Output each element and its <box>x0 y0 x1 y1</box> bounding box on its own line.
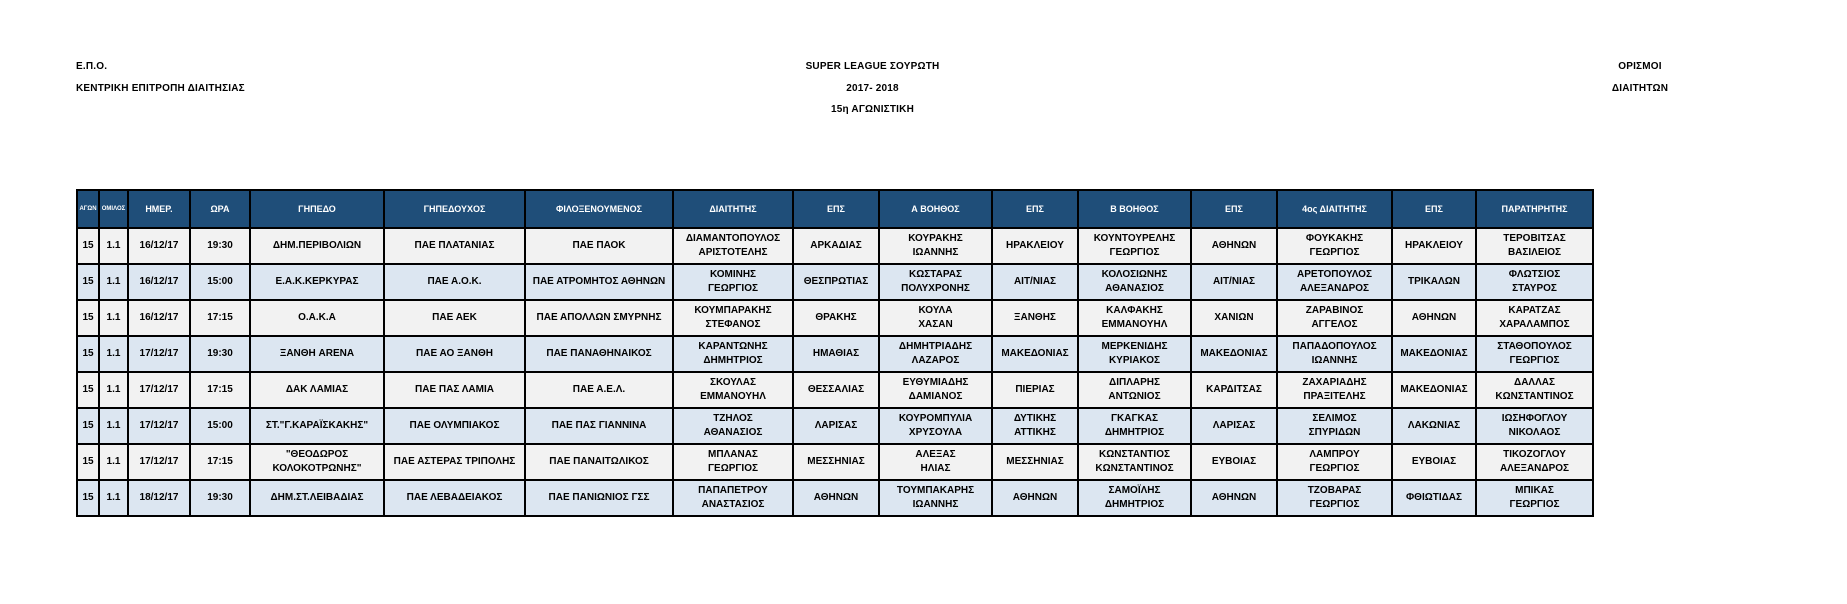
assistant-b-cell <box>1078 480 1191 516</box>
cell-line: ΑΘΑΝΑΣΙΟΣ <box>703 427 763 438</box>
match-number-cell: 15 <box>77 264 99 300</box>
away-team-cell <box>525 264 673 300</box>
referee-cell <box>673 480 793 516</box>
date-cell: 17/12/17 <box>128 408 190 444</box>
fourth-official-eps-cell: ΦΘΙΩΤΙΔΑΣ <box>1392 480 1476 516</box>
cell-line: ΑΘΑΝΑΣΙΟΣ <box>1105 283 1164 294</box>
assistant-b-eps-cell: ΑΙΤ/ΝΙΑΣ <box>1191 264 1277 300</box>
time-cell: 17:15 <box>190 444 250 480</box>
assistant-b-eps-cell: ΚΑΡΔΙΤΣΑΣ <box>1191 372 1277 408</box>
stadium-cell <box>250 300 384 336</box>
cell-line: ΝΙΚΟΛΑΟΣ <box>1508 427 1561 438</box>
assistant-b-cell <box>1078 336 1191 372</box>
assistant-a-cell <box>879 408 992 444</box>
fourth-official-eps-cell: ΤΡΙΚΑΛΩΝ <box>1392 264 1476 300</box>
season-label: 2017- 2018 <box>846 83 899 94</box>
league-title: SUPER LEAGUE ΣΟΥΡΩΤΗ <box>805 61 940 72</box>
cell-line: ΧΑΣΑΝ <box>918 319 953 330</box>
col-header-assistant-a-eps: ΕΠΣ <box>992 190 1078 228</box>
fourth-official-cell <box>1277 480 1392 516</box>
group-cell: 1.1 <box>99 264 128 300</box>
cell-line: ΑΡΕΤΟΠΟΥΛΟΣ <box>1297 269 1372 280</box>
date-cell: 16/12/17 <box>128 228 190 264</box>
cell-line: ΑΛΕΞΑΝΔΡΟΣ <box>1499 463 1570 474</box>
cell-line: ΚΟΥΝΤΟΥΡΕΛΗΣ <box>1093 233 1176 244</box>
assistant-a-cell <box>879 228 992 264</box>
date-cell: 16/12/17 <box>128 264 190 300</box>
stadium-cell <box>250 336 384 372</box>
cell-line: ΜΕΡΚΕΝΙΔΗΣ <box>1101 341 1168 352</box>
referee-eps-cell: ΘΡΑΚΗΣ <box>793 300 879 336</box>
match-number-cell: 15 <box>77 444 99 480</box>
match-number-cell: 15 <box>77 228 99 264</box>
observer-cell <box>1476 372 1593 408</box>
cell-line: ΔΗΜ.ΠΕΡΙΒΟΛΙΩΝ <box>272 240 362 251</box>
match-number-cell: 15 <box>77 480 99 516</box>
cell-line: ΜΠΙΚΑΣ <box>1515 485 1554 496</box>
cell-line: ΛΑΜΠΡΟΥ <box>1309 449 1360 460</box>
observer-cell <box>1476 444 1593 480</box>
cell-line: ΕΥΘΥΜΙΑΔΗΣ <box>902 377 969 388</box>
home-team-cell <box>384 336 525 372</box>
group-cell: 1.1 <box>99 228 128 264</box>
referee-eps-cell: ΘΕΣΣΑΛΙΑΣ <box>793 372 879 408</box>
match-number-cell: 15 <box>77 300 99 336</box>
fourth-official-cell <box>1277 300 1392 336</box>
col-header-home-team: ΓΗΠΕΔΟΥΧΟΣ <box>384 190 525 228</box>
observer-cell <box>1476 228 1593 264</box>
cell-line: ΣΚΟΥΛΑΣ <box>710 377 756 388</box>
cell-line: ΓΕΩΡΓΙΟΣ <box>708 463 758 474</box>
cell-line: ΠΑΠΑΠΕΤΡΟΥ <box>698 485 768 496</box>
table-header-row <box>77 190 1593 228</box>
assistant-a-eps-cell: ΠΙΕΡΙΑΣ <box>992 372 1078 408</box>
cell-line: ΙΩΑΝΝΗΣ <box>1311 355 1358 366</box>
assistant-a-eps-cell <box>992 408 1078 444</box>
fourth-official-eps-cell: ΛΑΚΩΝΙΑΣ <box>1392 408 1476 444</box>
col-header-away-team: ΦΙΛΟΞΕΝΟΥΜΕΝΟΣ <box>525 190 673 228</box>
document-type-line1: ΟΡΙΣΜΟΙ <box>1618 61 1662 72</box>
cell-line: ΔΑΛΛΑΣ <box>1514 377 1555 388</box>
group-cell: 1.1 <box>99 408 128 444</box>
cell-line: ΠΑΕ ΑΟ ΞΑΝΘΗ <box>416 348 493 359</box>
cell-line: ΙΩΣΗΦΟΓΛΟΥ <box>1501 413 1568 424</box>
group-cell: 1.1 <box>99 480 128 516</box>
assistant-a-eps-cell: ΑΘΗΝΩΝ <box>992 480 1078 516</box>
col-header-match: ΑΓΩΝ <box>77 190 99 228</box>
time-cell: 19:30 <box>190 480 250 516</box>
cell-line: ΚΑΡΑΝΤΩΝΗΣ <box>698 341 768 352</box>
referee-eps-cell: ΑΡΚΑΔΙΑΣ <box>793 228 879 264</box>
cell-line: ΕΜΜΑΝΟΥΗΛ <box>700 391 766 402</box>
stadium-cell <box>250 480 384 516</box>
cell-line: ΣΤΕΦΑΝΟΣ <box>705 319 761 330</box>
stadium-cell <box>250 264 384 300</box>
cell-line: ΠΑΕ ΑΕΚ <box>432 312 477 323</box>
away-team-cell <box>525 408 673 444</box>
col-header-assistant-b-eps: ΕΠΣ <box>1191 190 1277 228</box>
assistant-a-cell <box>879 372 992 408</box>
cell-line: ΚΑΡΑΤΖΑΣ <box>1508 305 1561 316</box>
table-row <box>77 336 1593 372</box>
cell-line: ΣΕΛΙΜΟΣ <box>1312 413 1357 424</box>
cell-line: ΠΑΕ ΠΑΝΙΩΝΙΟΣ ΓΣΣ <box>548 492 650 503</box>
col-header-assistant-b: Β ΒΟΗΘΟΣ <box>1078 190 1191 228</box>
observer-cell <box>1476 408 1593 444</box>
assistant-b-cell <box>1078 228 1191 264</box>
cell-line: ΓΕΩΡΓΙΟΣ <box>1309 247 1360 258</box>
assistant-a-cell <box>879 444 992 480</box>
cell-line: ΓΕΩΡΓΙΟΣ <box>1309 499 1360 510</box>
cell-line: ΙΩΑΝΝΗΣ <box>912 247 959 258</box>
referee-eps-cell: ΜΕΣΣΗΝΙΑΣ <box>793 444 879 480</box>
cell-line: ΚΟΥΡΟΜΠΥΛΙΑ <box>898 413 973 424</box>
assistant-a-eps-cell: ΑΙΤ/ΝΙΑΣ <box>992 264 1078 300</box>
cell-line: ΛΑΖΑΡΟΣ <box>911 355 960 366</box>
cell-line: ΓΕΩΡΓΙΟΣ <box>1309 463 1360 474</box>
assistant-b-eps-cell: ΑΘΗΝΩΝ <box>1191 228 1277 264</box>
assistant-a-eps-cell: ΗΡΑΚΛΕΙΟΥ <box>992 228 1078 264</box>
cell-line: ΚΩΣΤΑΡΑΣ <box>909 269 962 280</box>
cell-line: ΤΟΥΜΠΑΚΑΡΗΣ <box>896 485 975 496</box>
col-header-observer: ΠΑΡΑΤΗΡΗΤΗΣ <box>1476 190 1593 228</box>
cell-line: ΑΝΤΩΝΙΟΣ <box>1108 391 1161 402</box>
cell-line: ΞΑΝΘΗ ARENA <box>279 348 355 359</box>
cell-line: ΠΑΕ ΠΛΑΤΑΝΙΑΣ <box>414 240 495 251</box>
cell-line: ΔΥΤΙΚΗΣ <box>1013 413 1057 424</box>
table-row <box>77 228 1593 264</box>
observer-cell <box>1476 264 1593 300</box>
referee-eps-cell: ΑΘΗΝΩΝ <box>793 480 879 516</box>
fourth-official-eps-cell: ΜΑΚΕΔΟΝΙΑΣ <box>1392 336 1476 372</box>
group-cell: 1.1 <box>99 300 128 336</box>
cell-line: ΚΩΝΣΤΑΝΤΙΝΟΣ <box>1495 391 1574 402</box>
date-cell: 17/12/17 <box>128 372 190 408</box>
col-header-stadium: ΓΗΠΕΔΟ <box>250 190 384 228</box>
table-row <box>77 372 1593 408</box>
cell-line: ΔΗΜ.ΣΤ.ΛΕΙΒΑΔΙΑΣ <box>270 492 364 503</box>
cell-line: ΖΑΡΑΒΙΝΟΣ <box>1305 305 1364 316</box>
cell-line: ΚΟΜΙΝΗΣ <box>709 269 757 280</box>
cell-line: ΣΤΑΘΟΠΟΥΛΟΣ <box>1497 341 1572 352</box>
cell-line: ΦΛΩΤΣΙΟΣ <box>1508 269 1561 280</box>
cell-line: ΠΑΕ Α.Ο.Κ. <box>427 276 482 287</box>
group-cell: 1.1 <box>99 372 128 408</box>
table-row <box>77 444 1593 480</box>
time-cell: 15:00 <box>190 264 250 300</box>
date-cell: 18/12/17 <box>128 480 190 516</box>
away-team-cell <box>525 300 673 336</box>
cell-line: ΣΠΥΡΙΔΩΝ <box>1308 427 1361 438</box>
assistant-b-cell <box>1078 408 1191 444</box>
referee-cell <box>673 408 793 444</box>
assistant-a-cell <box>879 480 992 516</box>
cell-line: ΑΛΕΞΑΣ <box>915 449 956 460</box>
observer-cell <box>1476 480 1593 516</box>
cell-line: ΠΑΕ ΑΣΤΕΡΑΣ ΤΡΙΠΟΛΗΣ <box>393 456 516 467</box>
cell-line: ΓΚΑΓΚΑΣ <box>1111 413 1158 424</box>
referee-eps-cell: ΘΕΣΠΡΩΤΙΑΣ <box>793 264 879 300</box>
stadium-cell <box>250 444 384 480</box>
cell-line: ΓΕΩΡΓΙΟΣ <box>1509 355 1560 366</box>
time-cell: 19:30 <box>190 228 250 264</box>
away-team-cell <box>525 372 673 408</box>
away-team-cell <box>525 336 673 372</box>
cell-line: ΔΑΚ ΛΑΜΙΑΣ <box>285 384 349 395</box>
table-row <box>77 480 1593 516</box>
col-header-fourth-official: 4ος ΔΙΑΙΤΗΤΗΣ <box>1277 190 1392 228</box>
cell-line: ΠΑΕ ΠΑΣ ΓΙΑΝΝΙΝΑ <box>551 420 647 431</box>
cell-line: ΓΕΩΡΓΙΟΣ <box>1109 247 1160 258</box>
date-cell: 17/12/17 <box>128 444 190 480</box>
cell-line: ΤΖΗΛΟΣ <box>713 413 753 424</box>
fourth-official-eps-cell: ΜΑΚΕΔΟΝΙΑΣ <box>1392 372 1476 408</box>
match-number-cell: 15 <box>77 336 99 372</box>
committee-name: ΚΕΝΤΡΙΚΗ ΕΠΙΤΡΟΠΗ ΔΙΑΙΤΗΣΙΑΣ <box>76 83 245 94</box>
home-team-cell <box>384 264 525 300</box>
cell-line: ΤΙΚΟΖΟΓΛΟΥ <box>1503 449 1566 460</box>
cell-line: ΖΑΧΑΡΙΑΔΗΣ <box>1302 377 1367 388</box>
cell-line: ΔΗΜΗΤΡΙΑΔΗΣ <box>898 341 973 352</box>
cell-line: ΚΟΛΟΚΟΤΡΩΝΗΣ" <box>272 463 362 474</box>
assistant-b-eps-cell: ΜΑΚΕΔΟΝΙΑΣ <box>1191 336 1277 372</box>
fourth-official-cell <box>1277 372 1392 408</box>
cell-line: ΗΛΙΑΣ <box>920 463 951 474</box>
federation-name: Ε.Π.Ο. <box>76 61 108 72</box>
match-number-cell: 15 <box>77 408 99 444</box>
cell-line: ΑΡΙΣΤΟΤΕΛΗΣ <box>698 247 768 258</box>
cell-line: ΚΟΛΟΣΙΩΝΗΣ <box>1101 269 1168 280</box>
referee-cell <box>673 228 793 264</box>
date-cell: 17/12/17 <box>128 336 190 372</box>
cell-line: ΔΙΑΜΑΝΤΟΠΟΥΛΟΣ <box>685 233 781 244</box>
home-team-cell <box>384 444 525 480</box>
home-team-cell <box>384 372 525 408</box>
match-number-cell: 15 <box>77 372 99 408</box>
referee-eps-cell: ΛΑΡΙΣΑΣ <box>793 408 879 444</box>
table-row <box>77 300 1593 336</box>
cell-line: ΑΛΕΞΑΝΔΡΟΣ <box>1299 283 1370 294</box>
cell-line: ΠΑΕ ΛΕΒΑΔΕΙΑΚΟΣ <box>406 492 503 503</box>
cell-line: ΚΟΥΛΑ <box>918 305 953 316</box>
cell-line: ΓΕΩΡΓΙΟΣ <box>1509 499 1560 510</box>
fourth-official-cell <box>1277 408 1392 444</box>
col-header-referee: ΔΙΑΙΤΗΤΗΣ <box>673 190 793 228</box>
cell-line: ΚΟΥΡΑΚΗΣ <box>908 233 963 244</box>
cell-line: ΔΑΜΙΑΝΟΣ <box>908 391 963 402</box>
fourth-official-cell <box>1277 228 1392 264</box>
time-cell: 19:30 <box>190 336 250 372</box>
cell-line: ΚΑΛΦΑΚΗΣ <box>1106 305 1163 316</box>
stadium-cell <box>250 408 384 444</box>
away-team-cell <box>525 228 673 264</box>
assistant-a-cell <box>879 336 992 372</box>
col-header-time: ΩΡΑ <box>190 190 250 228</box>
fourth-official-eps-cell: ΕΥΒΟΙΑΣ <box>1392 444 1476 480</box>
cell-line: ΤΕΡΟΒΙΤΣΑΣ <box>1503 233 1566 244</box>
cell-line: ΠΑΕ Α.Ε.Λ. <box>572 384 626 395</box>
cell-line: ΜΠΛΑΝΑΣ <box>708 449 758 460</box>
fourth-official-cell <box>1277 444 1392 480</box>
cell-line: ΠΑΕ ΟΛΥΜΠΙΑΚΟΣ <box>409 420 500 431</box>
cell-line: ΠΟΛΥΧΡΟΝΗΣ <box>901 283 970 294</box>
assistant-b-cell <box>1078 264 1191 300</box>
col-header-assistant-a: Α ΒΟΗΘΟΣ <box>879 190 992 228</box>
cell-line: ΚΩΝΣΤΑΝΤΙΝΟΣ <box>1095 463 1174 474</box>
group-cell: 1.1 <box>99 444 128 480</box>
referee-cell <box>673 372 793 408</box>
assistant-b-eps-cell: ΛΑΡΙΣΑΣ <box>1191 408 1277 444</box>
cell-line: ΒΑΣΙΛΕΙΟΣ <box>1507 247 1562 258</box>
cell-line: ΠΑΕ ΑΤΡΟΜΗΤΟΣ ΑΘΗΝΩΝ <box>532 276 666 287</box>
referee-eps-cell: ΗΜΑΘΙΑΣ <box>793 336 879 372</box>
cell-line: ΣΑΜΟΪΛΗΣ <box>1108 485 1161 496</box>
assistant-a-eps-cell: ΜΑΚΕΔΟΝΙΑΣ <box>992 336 1078 372</box>
document-type-line2: ΔΙΑΙΤΗΤΩΝ <box>1611 83 1669 94</box>
cell-line: ΑΝΑΣΤΑΣΙΟΣ <box>701 499 765 510</box>
col-header-group: ΟΜΙΛΟΣ <box>99 190 128 228</box>
cell-line: ΔΙΠΛΑΡΗΣ <box>1109 377 1160 388</box>
fourth-official-cell <box>1277 336 1392 372</box>
away-team-cell <box>525 480 673 516</box>
cell-line: ΚΩΝΣΤΑΝΤΙΟΣ <box>1099 449 1170 460</box>
cell-line: ΧΑΡΑΛΑΜΠΟΣ <box>1499 319 1570 330</box>
cell-line: ΠΡΑΞΙΤΕΛΗΣ <box>1303 391 1366 402</box>
referee-assignments-table <box>76 189 1594 517</box>
cell-line: ΚΥΡΙΑΚΟΣ <box>1108 355 1161 366</box>
assistant-b-eps-cell: ΧΑΝΙΩΝ <box>1191 300 1277 336</box>
date-cell: 16/12/17 <box>128 300 190 336</box>
cell-line: ΚΟΥΜΠΑΡΑΚΗΣ <box>694 305 772 316</box>
cell-line: ΣΤ."Γ.ΚΑΡΑΪΣΚΑΚΗΣ" <box>265 420 369 431</box>
referee-cell <box>673 300 793 336</box>
cell-line: ΦΟΥΚΑΚΗΣ <box>1305 233 1364 244</box>
cell-line: ΠΑΕ ΠΑΟΚ <box>572 240 626 251</box>
cell-line: Ο.Α.Κ.Α <box>298 312 336 323</box>
assistant-a-eps-cell: ΜΕΣΣΗΝΙΑΣ <box>992 444 1078 480</box>
away-team-cell <box>525 444 673 480</box>
assistant-a-cell <box>879 300 992 336</box>
assistant-a-eps-cell: ΞΑΝΘΗΣ <box>992 300 1078 336</box>
stadium-cell <box>250 228 384 264</box>
fourth-official-eps-cell: ΗΡΑΚΛΕΙΟΥ <box>1392 228 1476 264</box>
cell-line: ΠΑΕ ΑΠΟΛΛΩΝ ΣΜΥΡΝΗΣ <box>536 312 662 323</box>
assistant-a-cell <box>879 264 992 300</box>
cell-line: "ΘΕΟΔΩΡΟΣ <box>285 449 349 460</box>
table-row <box>77 264 1593 300</box>
cell-line: ΙΩΑΝΝΗΣ <box>912 499 959 510</box>
cell-line: ΠΑΕ ΠΑΣ ΛΑΜΙΑ <box>415 384 494 395</box>
referee-cell <box>673 444 793 480</box>
cell-line: ΕΜΜΑΝΟΥΗΛ <box>1101 319 1168 330</box>
home-team-cell <box>384 300 525 336</box>
cell-line: ΠΑΠΑΔΟΠΟΥΛΟΣ <box>1292 341 1377 352</box>
cell-line: ΔΗΜΗΤΡΙΟΣ <box>703 355 763 366</box>
observer-cell <box>1476 300 1593 336</box>
stadium-cell <box>250 372 384 408</box>
cell-line: ΤΖΟΒΑΡΑΣ <box>1307 485 1362 496</box>
observer-cell <box>1476 336 1593 372</box>
cell-line: ΔΗΜΗΤΡΙΟΣ <box>1104 427 1165 438</box>
cell-line: Ε.Α.Κ.ΚΕΡΚΥΡΑΣ <box>275 276 359 287</box>
time-cell: 17:15 <box>190 300 250 336</box>
col-header-referee-eps: ΕΠΣ <box>793 190 879 228</box>
assistant-b-eps-cell: ΑΘΗΝΩΝ <box>1191 480 1277 516</box>
fourth-official-cell <box>1277 264 1392 300</box>
assistant-b-eps-cell: ΕΥΒΟΙΑΣ <box>1191 444 1277 480</box>
matchday-label: 15η ΑΓΩΝΙΣΤΙΚΗ <box>830 104 915 115</box>
cell-line: ΔΗΜΗΤΡΙΟΣ <box>1104 499 1165 510</box>
home-team-cell <box>384 228 525 264</box>
cell-line: ΧΡΥΣΟΥΛΑ <box>908 427 963 438</box>
cell-line: ΓΕΩΡΓΙΟΣ <box>708 283 758 294</box>
assistant-b-cell <box>1078 300 1191 336</box>
home-team-cell <box>384 408 525 444</box>
cell-line: ΑΤΤΙΚΗΣ <box>1014 427 1056 438</box>
table-row <box>77 408 1593 444</box>
fourth-official-eps-cell: ΑΘΗΝΩΝ <box>1392 300 1476 336</box>
time-cell: 17:15 <box>190 372 250 408</box>
col-header-fourth-official-eps: ΕΠΣ <box>1392 190 1476 228</box>
group-cell: 1.1 <box>99 336 128 372</box>
cell-line: ΣΤΑΥΡΟΣ <box>1512 283 1557 294</box>
home-team-cell <box>384 480 525 516</box>
referee-cell <box>673 336 793 372</box>
time-cell: 15:00 <box>190 408 250 444</box>
col-header-date: ΗΜΕΡ. <box>128 190 190 228</box>
assistant-b-cell <box>1078 444 1191 480</box>
cell-line: ΑΓΓΕΛΟΣ <box>1311 319 1358 330</box>
cell-line: ΠΑΕ ΠΑΝΑΙΤΩΛΙΚΟΣ <box>549 456 649 467</box>
assistant-b-cell <box>1078 372 1191 408</box>
referee-cell <box>673 264 793 300</box>
cell-line: ΠΑΕ ΠΑΝΑΘΗΝΑΙΚΟΣ <box>546 348 652 359</box>
